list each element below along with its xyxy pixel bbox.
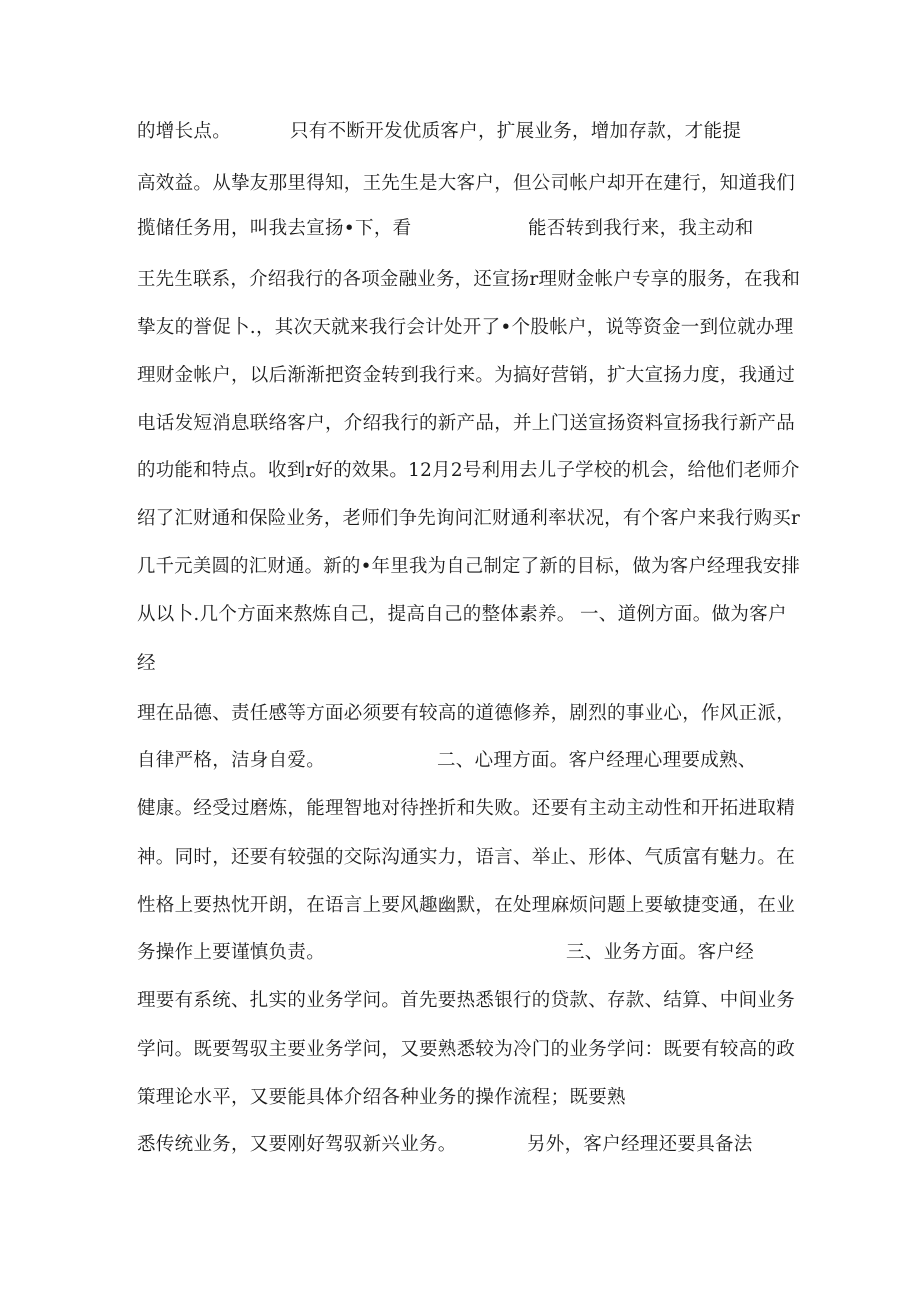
text-line — [0, 120, 920, 144]
text-segment: 能否转到我行来，我主动和 — [528, 218, 754, 239]
text-line — [0, 894, 920, 918]
text-line — [0, 364, 920, 388]
text-segment: 悉传统业务，又要刚好驾驭新兴业务。 — [137, 1134, 457, 1155]
text-segment: 理在品德、责任感等方面必须要有较高的道德修养，剧烈的事业心，作风正派， — [137, 703, 796, 724]
text-line — [0, 749, 920, 773]
text-segment: 的功能和特点。收到r好的效果。12月2号利用去儿子学校的机会，给他们老师介 — [137, 460, 800, 481]
text-segment: 二、心理方面。客户经理心理要成熟、 — [437, 750, 757, 771]
text-segment: 一、道例方面。做为客户 — [580, 604, 787, 625]
text-line — [0, 1086, 920, 1110]
text-segment: 挚友的誉促卜.，其次天就来我行会计处开了•个股帐户，说等资金一到位就办理 — [137, 317, 794, 338]
text-line — [0, 941, 920, 965]
text-segment: 揽储任务用，叫我去宣扬•下，看 — [137, 218, 412, 239]
text-line — [0, 989, 920, 1013]
text-segment: 电话发短消息联络客户，介绍我行的新产品，并上门送宣扬资料宣扬我行新产品 — [137, 413, 796, 434]
text-segment: 从以卜.几个方面来熬炼自己，提高自己的整体素养。 — [137, 604, 576, 625]
text-segment: 三、业务方面。客户经 — [566, 942, 755, 963]
text-segment: 高效益。从挚友那里得知，王先生是大客户，但公司帐户却开在建行，知道我们 — [137, 173, 796, 194]
text-line — [0, 316, 920, 340]
text-segment: 健康。经受过磨炼，能理智地对待挫折和失败。还要有主动主动性和开拓进取精 — [137, 798, 796, 819]
text-segment: 另外，客户经理还要具备法 — [527, 1134, 753, 1155]
text-segment: 理财金帐户，以后渐渐把资金转到我行来。为搞好营销，扩大宣扬力度，我通过 — [137, 365, 796, 386]
text-segment: 学问。既要驾驭主要业务学问，又要熟悉较为冷门的业务学问：既要有较高的政 — [137, 1039, 796, 1060]
text-line — [0, 555, 920, 579]
text-line — [0, 797, 920, 821]
text-line — [0, 507, 920, 531]
text-line — [0, 702, 920, 726]
text-segment: 自律严格，洁身自爱。 — [137, 750, 326, 771]
text-line — [0, 1133, 920, 1157]
text-line — [0, 172, 920, 196]
text-line — [0, 268, 920, 292]
text-line — [0, 652, 920, 676]
text-line — [0, 217, 920, 241]
text-segment: 经 — [137, 653, 156, 674]
text-line — [0, 412, 920, 436]
text-line — [0, 459, 920, 483]
text-segment: 绍了汇财通和保险业务，老师们争先询问汇财通利率状况，有个客户来我行购买r — [137, 508, 801, 529]
text-segment: 策理论水平，又要能具体介绍各种业务的操作流程；既要熟 — [137, 1087, 626, 1108]
text-segment: 的增长点。 — [137, 121, 232, 142]
text-segment: 只有不断开发优质客户，扩展业务，增加存款，才能提 — [290, 121, 742, 142]
text-segment: 务操作上要谨慎负责。 — [137, 942, 326, 963]
text-segment: 王先生联系，介绍我行的各项金融业务，还宣扬r理财金帐户专享的服务，在我和 — [137, 269, 801, 290]
text-segment: 神。同时，还要有较强的交际沟通实力，语言、举止、形体、气质富有魅力。在 — [137, 847, 796, 868]
text-line — [0, 846, 920, 870]
text-segment: 理要有系统、扎实的业务学问。首先要热悉银行的贷款、存款、结算、中间业务 — [137, 990, 796, 1011]
text-line — [0, 603, 920, 627]
text-segment: 几千元美圆的汇财通。新的•年里我为自己制定了新的目标，做为客户经理我安排 — [137, 556, 801, 577]
text-segment: 性格上要热忱开朗，在语言上要风趣幽默，在处理麻烦问题上要敏捷变通，在业 — [137, 895, 796, 916]
text-line — [0, 1038, 920, 1062]
